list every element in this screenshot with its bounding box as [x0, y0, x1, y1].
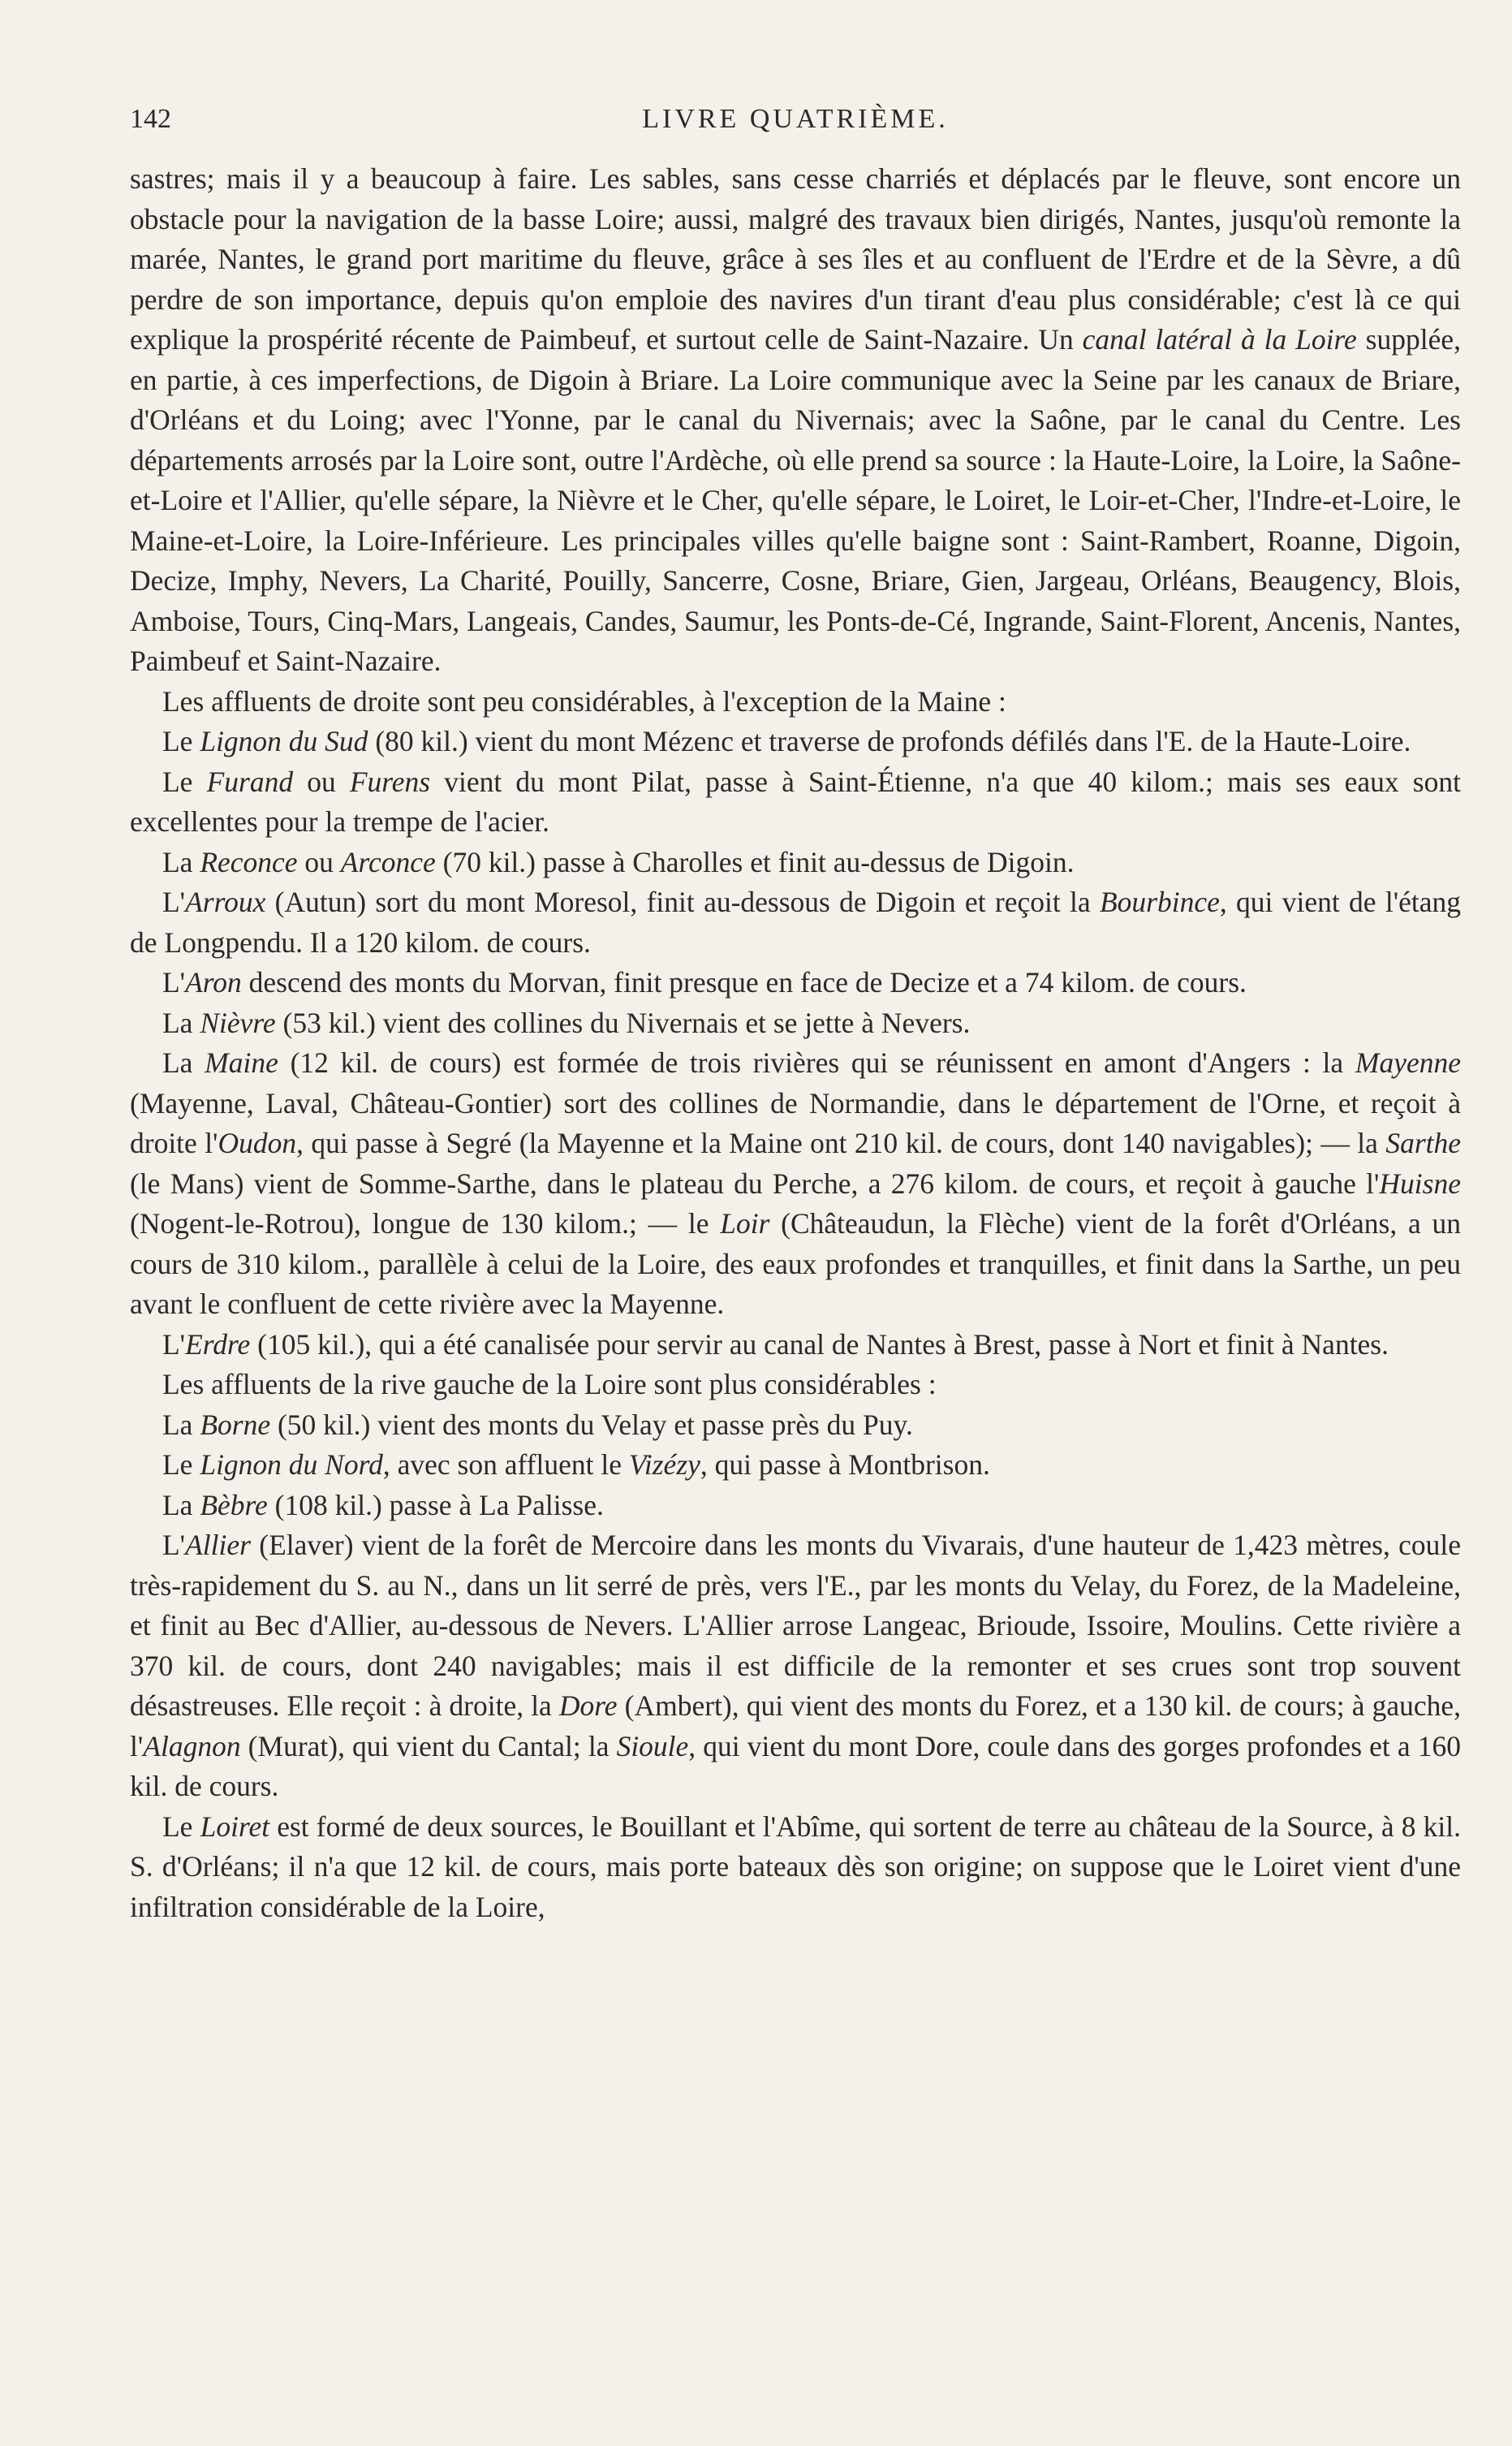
paragraph — [130, 1003, 1461, 1044]
text-run: (Autun) sort du mont Moresol, finit au-dessous de Digoin et reçoit la — [265, 886, 1100, 918]
text-run: L' — [162, 1529, 186, 1561]
text-run: La — [162, 1046, 205, 1079]
italic-term: Lignon du Nord — [200, 1448, 383, 1481]
italic-term: Alagnon — [143, 1729, 241, 1762]
italic-term: Bèbre — [200, 1488, 268, 1521]
text-run: , qui vient du mont Dore, coule dans des gorges profondes et a 160 kil. de cours. — [130, 1729, 1461, 1802]
italic-term: Reconce — [200, 845, 298, 878]
paragraph — [130, 762, 1461, 843]
italic-term: Loir — [720, 1207, 770, 1240]
text-run: (108 kil.) passe à La Palisse. — [267, 1488, 604, 1521]
text-run: (Elaver) vient de la forêt de Mercoire dans les monts du Vivarais, d'une hauteur de 1,423 mètres, coule très-rapidement du S. au N., dans un lit serré de près, vers l'E., par les monts du Velay, du Forez, de la Madeleine, et finit au Bec d'Allier, au-dessous de Nevers. L'Allier arrose Langeac, Brioude, Issoire, Moulins. Cette rivière a 370 kil. de cours, dont 240 navigables; mais il est difficile de la remonter et ses crues sont trop souvent désastreuses. Elle reçoit : à droite, la — [130, 1529, 1461, 1722]
text-run: La — [162, 1408, 200, 1441]
text-run: Le — [162, 1810, 200, 1843]
text-run: Le — [162, 1448, 200, 1481]
text-run: (50 kil.) vient des monts du Velay et passe près du Puy. — [270, 1408, 913, 1441]
text-run: L' — [162, 886, 186, 918]
text-run: Le — [162, 725, 200, 757]
text-run: , qui passe à Montbrison. — [700, 1448, 990, 1481]
text-run: , qui vient de l'étang de Longpendu. Il a 120 kilom. de cours. — [130, 886, 1461, 959]
text-run: Les affluents de la rive gauche de la Loire sont plus considérables : — [162, 1368, 937, 1400]
text-run: La — [162, 845, 200, 878]
page-header — [130, 96, 1461, 145]
italic-term: Arroux — [185, 886, 266, 918]
text-run: Les affluents de droite sont peu considérables, à l'exception de la Maine : — [162, 684, 1006, 718]
text-run: L' — [162, 1327, 186, 1361]
paragraph — [130, 1486, 1461, 1526]
text-run: (Nogent-le-Rotrou), longue de 130 kilom.; — le — [130, 1207, 721, 1240]
italic-term: Huisne — [1379, 1167, 1461, 1200]
italic-term: Sarthe — [1385, 1127, 1461, 1159]
italic-term: Aron — [185, 966, 242, 999]
text-run: , avec son affluent le — [382, 1448, 629, 1481]
text-run: (80 kil.) vient du mont Mézenc et traverse de profonds défilés dans l'E. de la Haute-Loire. — [368, 725, 1411, 757]
italic-term: Arconce — [340, 845, 436, 878]
running-title: LIVRE QUATRIÈME. — [642, 104, 949, 134]
paragraph — [130, 722, 1461, 762]
paragraph — [130, 682, 1461, 723]
text-run: (53 kil.) vient des collines du Nivernais et se jette à Nevers. — [275, 1006, 971, 1039]
italic-term: Dore — [558, 1689, 618, 1722]
italic-term: Borne — [200, 1408, 271, 1441]
text-run: (le Mans) vient de Somme-Sarthe, dans le plateau du Perche, a 276 kilom. de cours, et reçoit à gauche l' — [130, 1167, 1380, 1200]
italic-term: Vizézy — [628, 1448, 700, 1481]
paragraph — [130, 843, 1461, 883]
paragraph — [130, 882, 1461, 963]
paragraph — [130, 1807, 1461, 1928]
paragraph — [130, 159, 1461, 682]
italic-term: Mayenne — [1355, 1046, 1461, 1079]
text-run: Le — [162, 765, 207, 798]
text-run: ou — [297, 845, 341, 878]
text-run: (Châteaudun, la Flèche) vient de la forêt d'Orléans, a un cours de 310 kilom., parallèle à celui de la Loire, des eaux profondes et tranquilles, et finit dans la Sarthe, un peu avant le confluent de cette rivière avec la Mayenne. — [130, 1207, 1461, 1320]
text-run: (105 kil.), qui a été canalisée pour servir au canal de Nantes à Brest, passe à Nort et finit à Nantes. — [250, 1327, 1389, 1361]
text-run: sastres; mais il y a beaucoup à faire. Les sables, sans cesse charriés et déplacés par le fleuve, sont encore un obstacle pour la navigation de la basse Loire; aussi, malgré des travaux bien dirigés, Nantes, jusqu'où remonte la marée, Nantes, le grand port maritime du fleuve, grâce à ses îles et au confluent de l'Erdre et de la Sèvre, a dû perdre de son importance, depuis qu'on emploie des navires d'un tirant d'eau plus considérable; c'est là ce qui explique la prospérité récente de Paimbeuf, et surtout celle de Saint-Nazaire. Un — [130, 162, 1461, 356]
text-run: , qui passe à Segré (la Mayenne et la Maine ont 210 kil. de cours, dont 140 navigables); — la — [296, 1127, 1386, 1159]
paragraph — [130, 1525, 1461, 1807]
text-run: supplée, en partie, à ces imperfections, de Digoin à Briare. La Loire communique avec la Seine par les canaux de Briare, d'Orléans et du Loing; avec l'Yonne, par le canal du Nivernais; avec la Saône, par le canal du Centre. Les départements arrosés par la Loire sont, outre l'Ardèche, où elle prend sa source : la Haute-Loire, la Loire, la Saône-et-Loire et l'Allier, qu'elle sépare, la Nièvre et le Cher, qu'elle sépare, le Loiret, le Loir-et-Cher, l'Indre-et-Loire, le Maine-et-Loire, la Loire-Inférieure. Les principales villes qu'elle baigne sont : Saint-Rambert, Roanne, Digoin, Decize, Imphy, Nevers, La Charité, Pouilly, Sancerre, Cosne, Briare, Gien, Jargeau, Orléans, Beaugency, Blois, Amboise, Tours, Cinq-Mars, Langeais, Candes, Saumur, les Ponts-de-Cé, Ingrande, Saint-Florent, Ancenis, Nantes, Paimbeuf et Saint-Nazaire. — [130, 323, 1462, 677]
italic-term: Erdre — [185, 1327, 251, 1361]
text-run: est formé de deux sources, le Bouillant et l'Abîme, qui sortent de terre au château de la Source, à 8 kil. S. d'Orléans; il n'a que 12 kil. de cours, mais porte bateaux dès son origine; on suppose que le Loiret vient d'une infiltration considérable de la Loire, — [130, 1810, 1461, 1923]
text-run: La — [162, 1006, 200, 1039]
italic-term: Loiret — [200, 1810, 270, 1843]
italic-term: Sioule — [616, 1729, 689, 1762]
italic-term: Lignon du Sud — [200, 725, 368, 757]
text-run: (Ambert), qui vient des monts du Forez, et a 130 kil. de cours; à gauche, l' — [130, 1689, 1461, 1762]
paragraph — [130, 1043, 1461, 1325]
italic-term: canal latéral à la Loire — [1082, 323, 1357, 356]
paragraph — [130, 963, 1461, 1003]
text-run: vient du mont Pilat, passe à Saint-Étienne, n'a que 40 kilom.; mais ses eaux sont excellentes pour la trempe de l'acier. — [130, 765, 1461, 838]
italic-term: Allier — [185, 1529, 251, 1561]
italic-term: Furens — [349, 765, 431, 798]
text-run: (Mayenne, Laval, Château-Gontier) sort des collines de Normandie, dans le département de l'Orne, et reçoit à droite l' — [130, 1086, 1461, 1159]
italic-term: Maine — [205, 1046, 278, 1079]
text-run: (12 kil. de cours) est formée de trois rivières qui se réunissent en amont d'Angers : la — [278, 1046, 1355, 1079]
italic-term: Oudon — [218, 1127, 297, 1159]
text-run: descend des monts du Morvan, finit presque en face de Decize et a 74 kilom. de cours. — [241, 966, 1247, 999]
text-run: (Murat), qui vient du Cantal; la — [240, 1729, 617, 1762]
italic-term: Nièvre — [200, 1006, 276, 1039]
text-run: La — [162, 1488, 200, 1521]
text-run: (70 kil.) passe à Charolles et finit au-dessus de Digoin. — [435, 845, 1075, 878]
text-run: ou — [293, 765, 350, 798]
text-run: L' — [162, 966, 186, 999]
italic-term: Bourbince — [1099, 886, 1220, 918]
body-text — [130, 159, 1461, 1927]
italic-term: Furand — [206, 765, 294, 798]
paragraph — [130, 1445, 1461, 1486]
paragraph — [130, 1325, 1461, 1365]
paragraph — [130, 1365, 1461, 1405]
paragraph — [130, 1405, 1461, 1446]
page-number: 142 — [130, 104, 171, 134]
